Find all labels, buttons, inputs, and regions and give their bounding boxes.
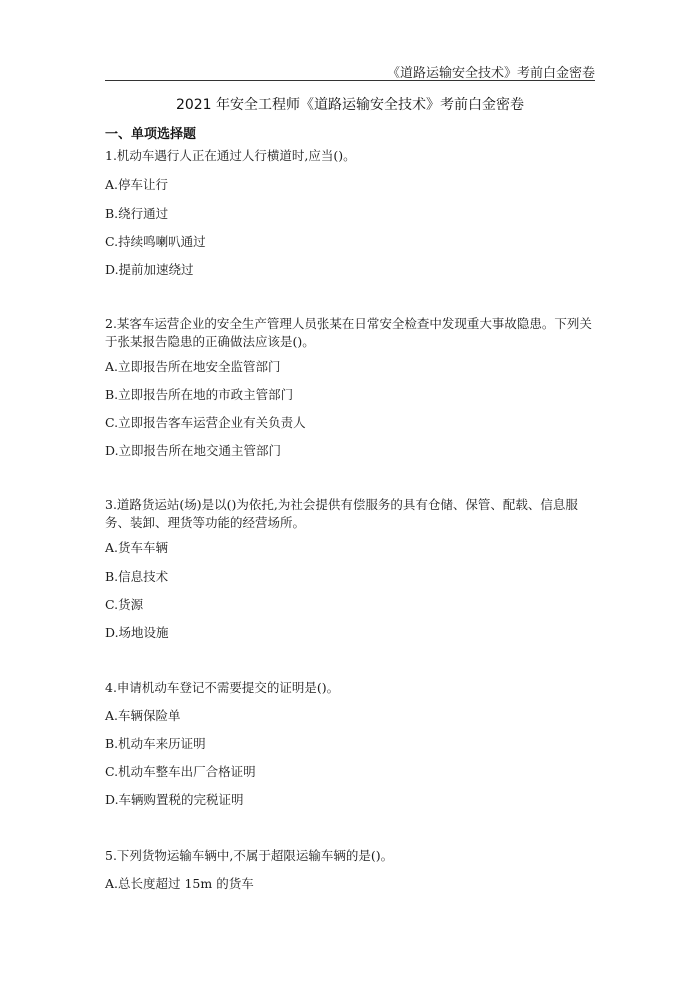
question-4-option-a: A.车辆保险单 [105, 708, 181, 723]
question-3-option-d: D.场地设施 [105, 625, 169, 640]
question-3-stem-line-2: 务、装卸、理货等功能的经营场所。 [105, 515, 306, 530]
question-2-stem-line-1: 2.某客车运营企业的安全生产管理人员张某在日常安全检查中发现重大事故隐患。下列关 [105, 316, 592, 331]
question-4-option-d: D.车辆购置税的完税证明 [105, 792, 244, 807]
question-2-option-b: B.立即报告所在地的市政主管部门 [105, 387, 294, 402]
question-2-stem-line-2: 于张某报告隐患的正确做法应该是()。 [105, 334, 315, 349]
question-1-option-a: A.停车让行 [105, 177, 169, 192]
question-3-option-b: B.信息技术 [105, 569, 169, 584]
running-header: 《道路运输安全技术》考前白金密卷 [386, 66, 595, 81]
question-2-option-d: D.立即报告所在地交通主管部门 [105, 443, 282, 458]
question-3-stem-line-1: 3.道路货运站(场)是以()为依托,为社会提供有偿服务的具有仓储、保管、配载、信息服 [105, 497, 578, 512]
question-3-option-c: C.货源 [105, 597, 144, 612]
question-2-option-c: C.立即报告客车运营企业有关负责人 [105, 415, 306, 430]
section-heading: 一、单项选择题 [105, 127, 197, 142]
document-title: 2021 年安全工程师《道路运输安全技术》考前白金密卷 [175, 97, 525, 113]
question-1-option-c: C.持续鸣喇叭通过 [105, 234, 206, 249]
question-4-option-b: B.机动车来历证明 [105, 736, 206, 751]
header-rule [105, 80, 595, 81]
question-4-option-c: C.机动车整车出厂合格证明 [105, 764, 256, 779]
question-4-stem: 4.申请机动车登记不需要提交的证明是()。 [105, 680, 340, 695]
question-5-stem: 5.下列货物运输车辆中,不属于超限运输车辆的是()。 [105, 848, 394, 863]
question-1-option-d: D.提前加速绕过 [105, 262, 194, 277]
question-1-stem: 1.机动车遇行人正在通过人行横道时,应当()。 [105, 148, 356, 163]
question-1-option-b: B.绕行通过 [105, 206, 169, 221]
question-3-option-a: A.货车车辆 [105, 540, 169, 555]
question-5-option-a: A.总长度超过 15m 的货车 [105, 876, 254, 891]
question-2-option-a: A.立即报告所在地安全监管部门 [105, 359, 281, 374]
